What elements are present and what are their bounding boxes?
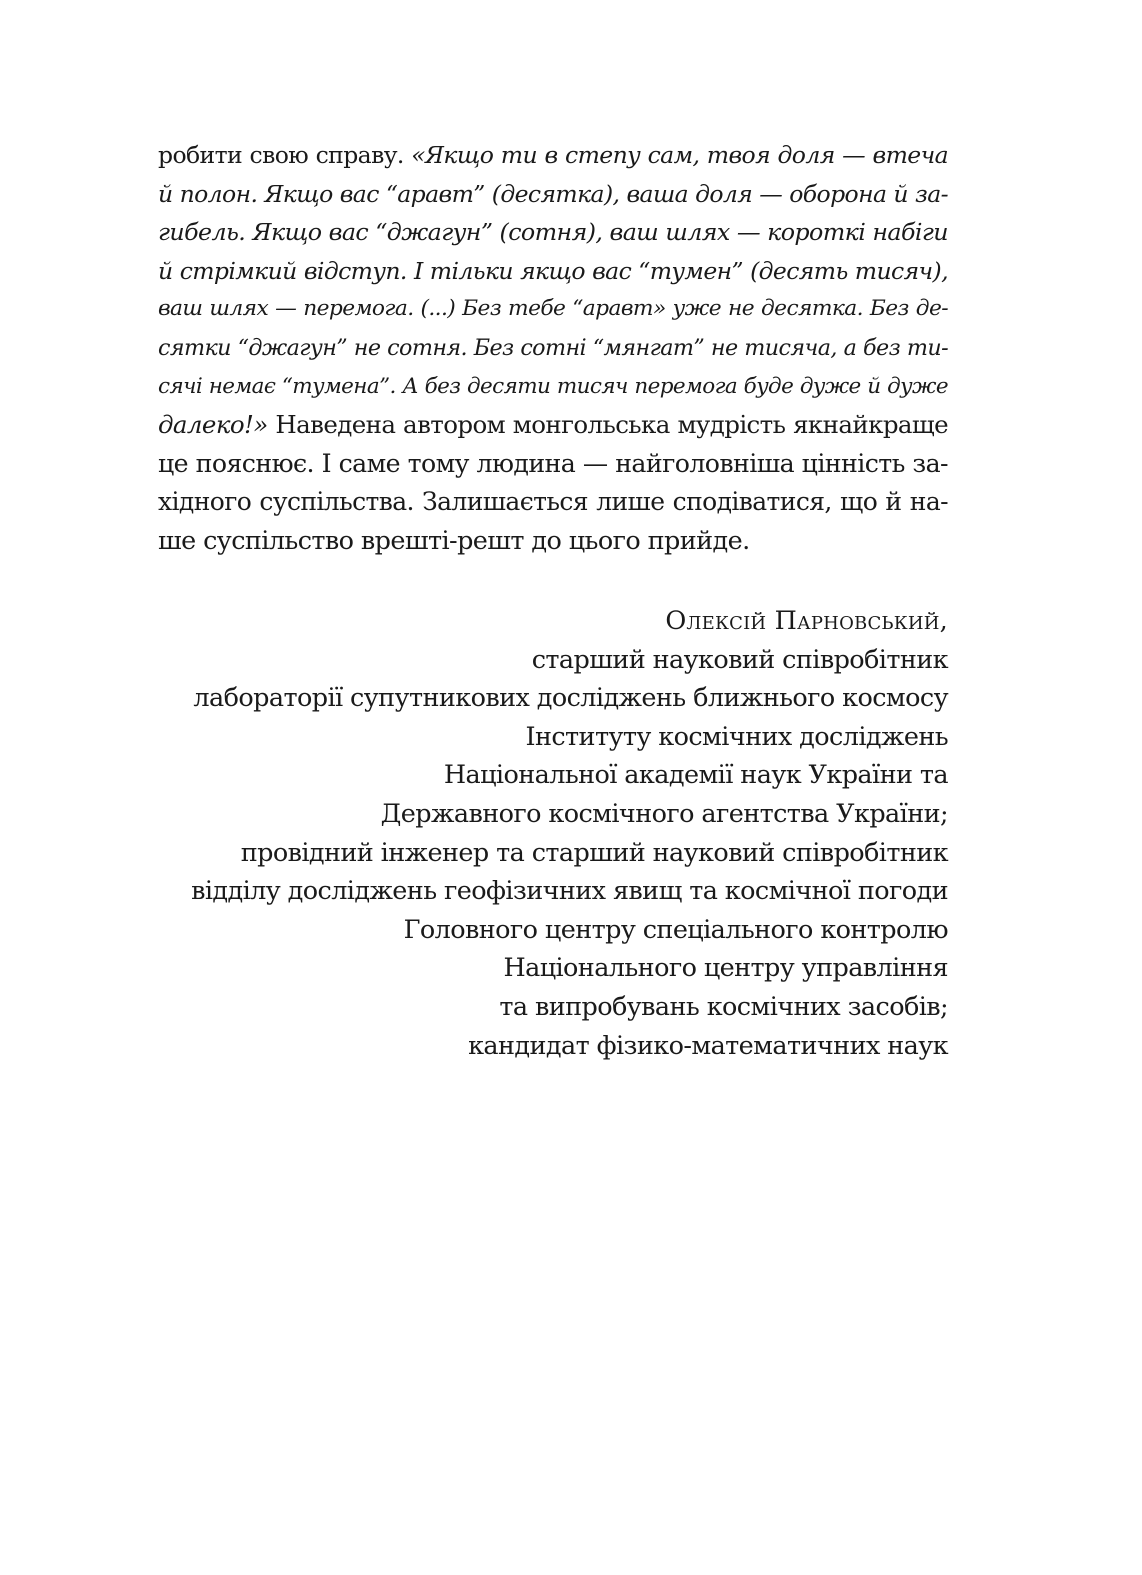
paragraph-line bbox=[158, 213, 948, 252]
paragraph-line bbox=[158, 290, 948, 329]
author-name: Олексій Парновський, bbox=[665, 606, 948, 636]
quote-run: гибель. Якщо вас “джагун” (сотня), ваш шлях — короткі набіги bbox=[158, 218, 948, 247]
author-affiliation-line: Національного центру управління bbox=[503, 953, 948, 984]
paragraph-line bbox=[158, 136, 948, 175]
quote-run: сятки “джагун” не сотня. Без сотні “мянгат” не тисяча, а без ти- bbox=[158, 334, 948, 361]
author-affiliation-line: лабораторії супутникових досліджень ближнього космосу bbox=[193, 683, 948, 714]
paragraph-line bbox=[158, 252, 948, 291]
quote-run: й полон. Якщо вас “аравт” (десятка), ваша доля — оборона й за- bbox=[158, 179, 948, 208]
quote-run: далеко!» bbox=[158, 410, 268, 440]
paragraph-line bbox=[158, 522, 948, 561]
quote-run: сячі немає “тумена”. А без десяти тисяч перемога буде дуже й дуже bbox=[158, 373, 948, 399]
text-run: робити свою справу. bbox=[158, 141, 412, 169]
author-affiliation-line: провідний інженер та старший науковий співробітник bbox=[240, 837, 948, 868]
author-affiliation-line: Державного космічного агентства України; bbox=[380, 798, 948, 829]
text-run: хідного суспільства. Залишається лише сподіватися, що й на- bbox=[158, 487, 948, 517]
quote-run: «Якщо ти в степу сам, твоя доля — втеча bbox=[411, 141, 948, 169]
paragraph-line bbox=[158, 483, 948, 522]
paragraph-line bbox=[158, 329, 948, 368]
author-affiliation-line: Національної академії наук України та bbox=[443, 760, 948, 791]
quote-run: й стрімкий відступ. І тільки якщо вас “тумен” (десять тисяч), bbox=[158, 256, 948, 285]
page bbox=[158, 0, 948, 1575]
paragraph-line bbox=[158, 368, 948, 407]
text-run: це пояснює. І саме тому людина — найголовніша цінність за- bbox=[158, 448, 948, 478]
text-run: ше суспільство врешті-решт до цього прийде. bbox=[158, 525, 750, 556]
text-run: Наведена автором монгольська мудрість якнайкраще bbox=[267, 410, 948, 440]
author-affiliation-line: Інституту космічних досліджень bbox=[525, 721, 948, 752]
author-affiliation-line: кандидат фізико-математичних наук bbox=[468, 1030, 948, 1061]
author-affiliation-line: відділу досліджень геофізичних явищ та космічної погоди bbox=[191, 876, 948, 907]
paragraph-line bbox=[158, 445, 948, 484]
author-affiliation-line: Головного центру спеціального контролю bbox=[403, 914, 948, 945]
author-affiliation-line: старший науковий співробітник bbox=[531, 644, 948, 675]
body-paragraph bbox=[158, 136, 948, 561]
paragraph-line bbox=[158, 406, 948, 445]
author-affiliation-line: та випробувань космічних засобів; bbox=[499, 991, 948, 1022]
author-signature bbox=[158, 602, 948, 1065]
quote-run: ваш шлях — перемога. (...) Без тебе “аравт» уже не десятка. Без де- bbox=[158, 296, 948, 322]
paragraph-line bbox=[158, 175, 948, 214]
